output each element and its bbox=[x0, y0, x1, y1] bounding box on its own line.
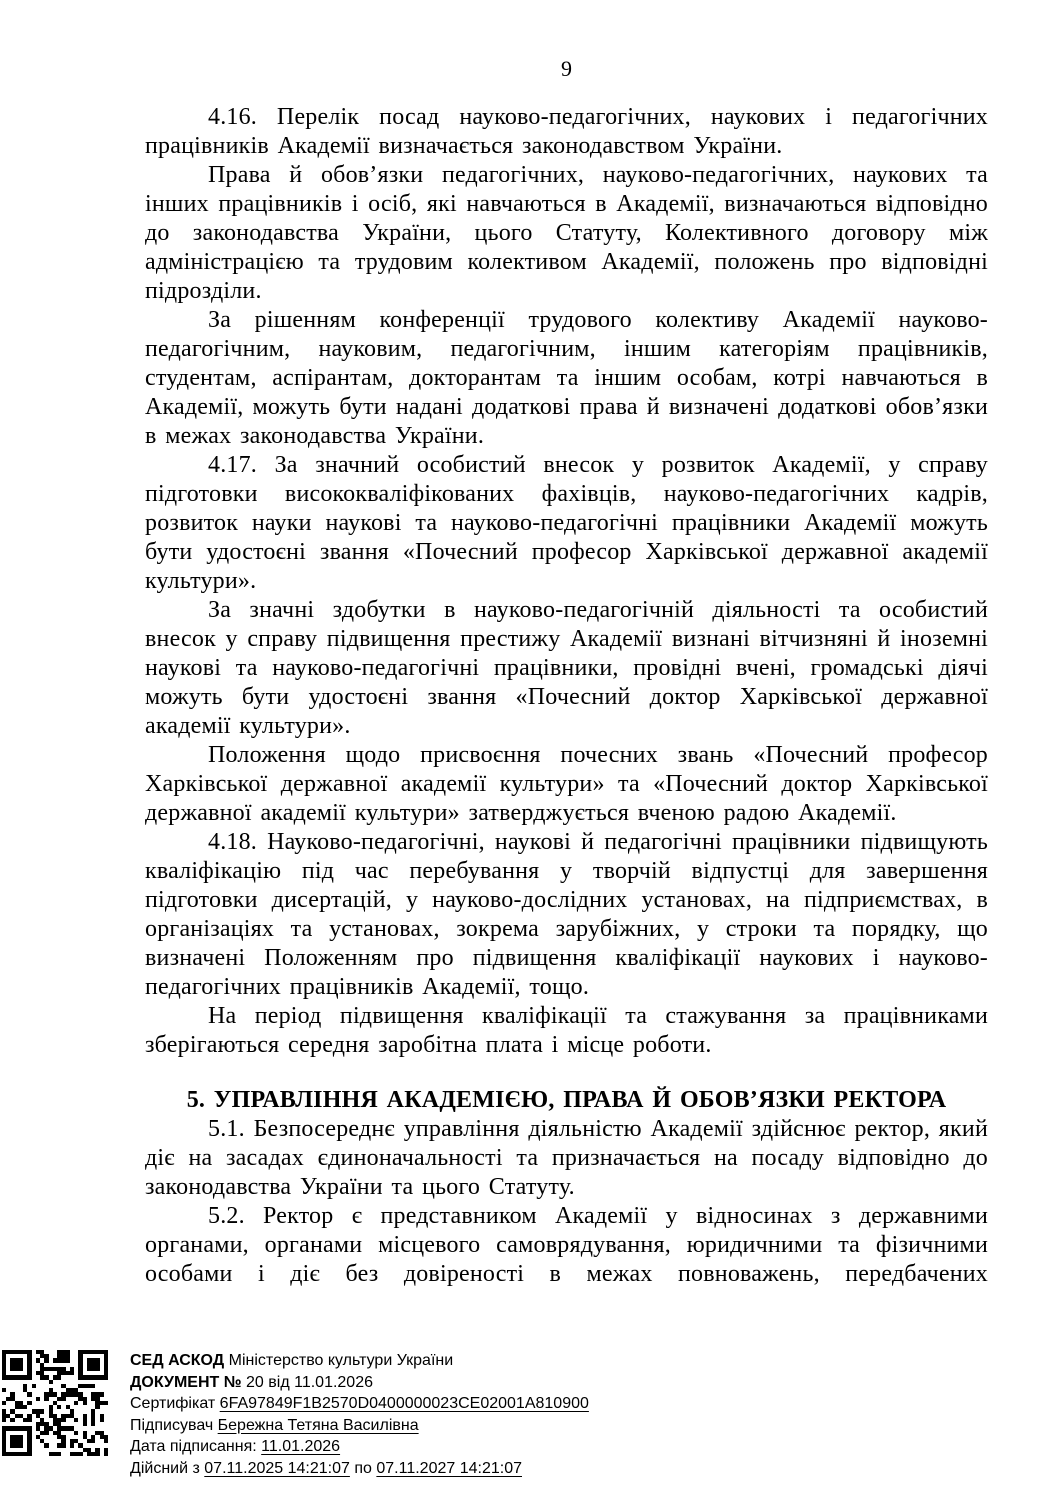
paragraph-rights: Права й обов’язки педагогічних, науково-педагогічних, наукових та інших працівників і осіб, які навчаються в Академії, визначаються відповідно до законодавства України, цього Статуту, Колективного договору між адміністрацією та трудовим колективом Академії, положень про відповідні підрозділи. bbox=[145, 162, 988, 304]
paragraph-5-2: 5.2. Ректор є представником Академії у відносинах з державними органами, органами місцевого самоврядування, юридичними та фізичними особами і діє без довіреності в межах повноважень, передбачених bbox=[145, 1203, 988, 1287]
document-body bbox=[145, 103, 988, 1289]
paragraph-conference: За рішенням конференції трудового колективу Академії науково-педагогічним, науковим, педагогічним, іншим категоріям працівників, студентам, аспірантам, докторантам та іншим особам, котрі навчаються в Академії, можуть бути надані додаткові права й визначені додаткові обов’язки в межах законодавства України. bbox=[145, 307, 988, 449]
paragraph-4-17: 4.17. За значний особистий внесок у розвиток Академії, у справу підготовки висококваліфікованих фахівців, науково-педагогічних кадрів, розвиток науки наукові та науково-педагогічні працівники Академії можуть бути удостоєні звання «Почесний професор Харківської державної академії культури». bbox=[145, 452, 988, 594]
document-value: 20 від 11.01.2026 bbox=[246, 1373, 373, 1391]
validity-from: 07.11.2025 14:21:07 bbox=[204, 1459, 350, 1477]
certificate-label: Сертифікат bbox=[130, 1395, 216, 1412]
signature-block bbox=[2, 1350, 1002, 1479]
validity-label: Дійсний з bbox=[130, 1459, 200, 1477]
paragraph-4-16: 4.16. Перелік посад науково-педагогічних, наукових і педагогічних працівників Академії визначається законодавством України. bbox=[145, 104, 988, 159]
signature-certificate-line bbox=[130, 1393, 589, 1415]
paragraph-regulation-titles: Положення щодо присвоєння почесних звань «Почесний професор Харківської державної академії культури» та «Почесний доктор Харківської державної академії культури» затверджується вченою радою Академії. bbox=[145, 742, 988, 826]
signature-document-line bbox=[130, 1372, 589, 1394]
signature-details bbox=[130, 1350, 589, 1479]
signer-label: Підписувач bbox=[130, 1416, 214, 1434]
signature-date-line bbox=[130, 1436, 589, 1458]
signature-system-line bbox=[130, 1350, 589, 1372]
certificate-value: 6FA97849F1B2570D0400000023CE02001A810900 bbox=[219, 1395, 589, 1412]
signature-signer-line bbox=[130, 1415, 589, 1437]
sign-date-label: Дата підписання: bbox=[130, 1438, 257, 1455]
paragraph-5-1: 5.1. Безпосереднє управління діяльністю Академії здійснює ректор, який діє на засадах єдиноначальності та призначається на посаду відповідно до законодавства України та цього Статуту. bbox=[145, 1116, 988, 1200]
validity-separator: по bbox=[354, 1459, 372, 1477]
qr-code-icon bbox=[2, 1350, 108, 1456]
paragraph-4-18: 4.18. Науково-педагогічні, наукові й педагогічні працівники підвищують кваліфікацію під час перебування у творчій відпустці для завершення підготовки дисертацій, у науково-дослідних установах, на підприємствах, в організаціях та установах, зокрема зарубіжних, у строки та порядку, що визначені Положенням про підвищення кваліфікації наукових і науково-педагогічних працівників Академії, тощо. bbox=[145, 829, 988, 1000]
document-label: ДОКУМЕНТ № bbox=[130, 1373, 242, 1391]
system-value: Міністерство культури України bbox=[228, 1352, 454, 1369]
system-label: СЕД АСКОД bbox=[130, 1352, 225, 1369]
paragraph-salary: На період підвищення кваліфікації та стажування за працівниками зберігаються середня заробітна плата і місце роботи. bbox=[145, 1003, 988, 1058]
validity-to: 07.11.2027 14:21:07 bbox=[376, 1459, 522, 1477]
signer-value: Бережна Тетяна Василівна bbox=[217, 1416, 419, 1434]
section-5-heading: 5. УПРАВЛІННЯ АКАДЕМІЄЮ, ПРАВА Й ОБОВ’ЯЗКИ РЕКТОРА bbox=[186, 1087, 947, 1113]
page-number: 9 bbox=[561, 56, 572, 81]
sign-date-value: 11.01.2026 bbox=[261, 1438, 341, 1455]
paragraph-honorary-doctor: За значні здобутки в науково-педагогічній діяльності та особистий внесок у справу підвищення престижу Академії визнані вітчизняні й іноземні наукові та науково-педагогічні працівники, провідні вчені, громадські діячі можуть бути удостоєні звання «Почесний доктор Харківської державної академії культури». bbox=[145, 597, 988, 739]
signature-validity-line bbox=[130, 1458, 589, 1480]
